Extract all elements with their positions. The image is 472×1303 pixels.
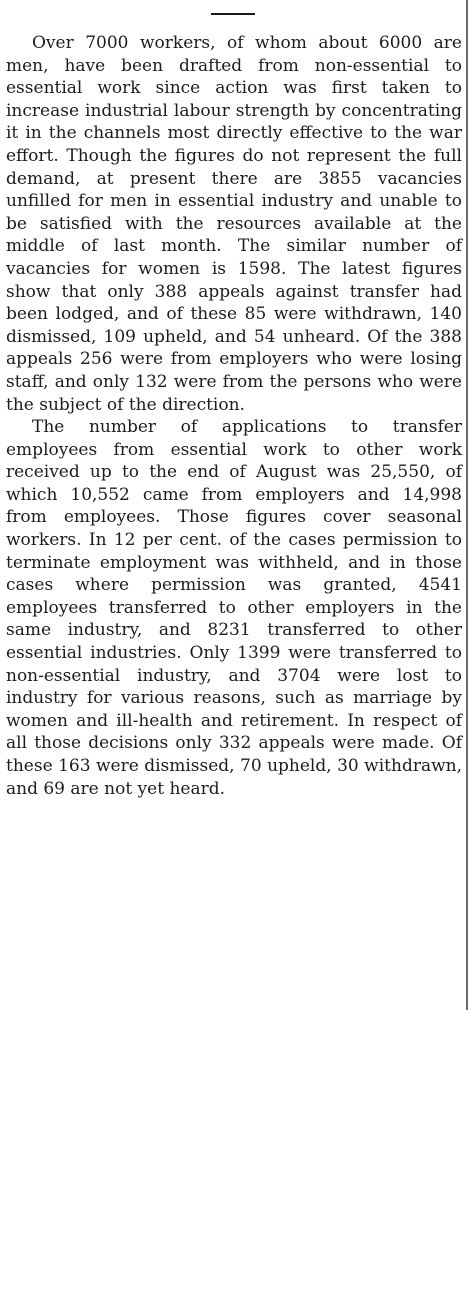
column-top-rule [211,13,255,15]
column-right-rule [466,0,468,1010]
article-paragraph-1: Over 7000 workers, of whom about 6000 are men, have been drafted from non-essential to essential work since action was first taken to increase industrial labour strength by concentrating it in the channels most directly effective to the war effort. Though the figures do not represent the full demand, at present there are 3855 vacancies unfilled for men in essential industry and unable to be satisfied with the resources available at the middle of last month. The similar number of vacancies for women is 1598. The latest figures show that only 388 appeals against transfer had been lodged, and of these 85 were withdrawn, 140 dismissed, 109 upheld, and 54 unheard. Of the 388 appeals 256 were from employers who were losing staff, and only 132 were from the persons who were the subject of the direction. [6,33,462,415]
article-body [6,32,462,800]
article-paragraph-2: The number of applications to transfer employees from essential work to other work received up to the end of August was 25,550, of which 10,552 came from employers and 14,998 from employees. Those figures cover seasonal workers. In 12 per cent. of the cases permission to terminate employment was withheld, and in those cases where permission was granted, 4541 employees transferred to other employers in the same industry, and 8231 transferred to other essential industries. Only 1399 were transferred to non-essential industry, and 3704 were lost to industry for various reasons, such as marriage by women and ill-health and retirement. In respect of all those decisions only 332 appeals were made. Of these 163 were dismissed, 70 upheld, 30 withdrawn, and 69 are not yet heard. [6,417,462,799]
